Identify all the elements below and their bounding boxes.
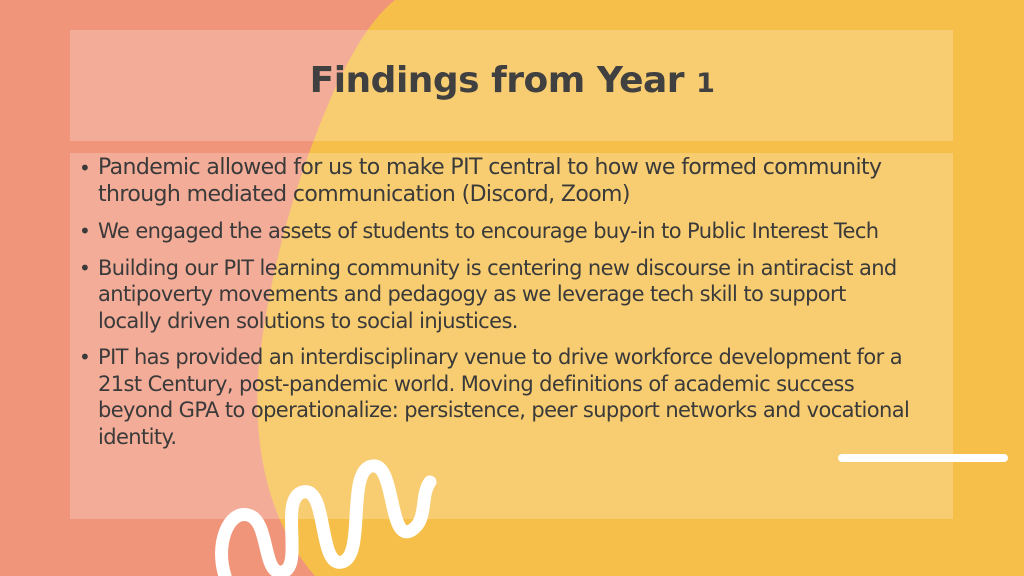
bullet-item: • We engaged the assets of students to encourage buy-in to Public Interest Tech: [74, 218, 914, 245]
slide-title-number: 1: [696, 68, 715, 99]
bullet-item: • Building our PIT learning community is centering new discourse in antiracist and antipoverty movements and pedagogy as we leverage tech skill to support locally driven solutions to social injustices.: [74, 255, 914, 335]
slide-title-text: Findings from Year: [309, 60, 697, 101]
bullet-list: [74, 155, 914, 460]
bullet-item: • PIT has provided an interdisciplinary venue to drive workforce development for a 21st Century, post-pandemic world. Moving definitions of academic success beyond GPA to operationalize: persistence, peer support networks and vocational identity.: [74, 344, 914, 450]
bullet-item: • Pandemic allowed for us to make PIT central to how we formed community through mediated communication (Discord, Zoom): [74, 155, 914, 208]
slide-title: [0, 60, 1024, 101]
